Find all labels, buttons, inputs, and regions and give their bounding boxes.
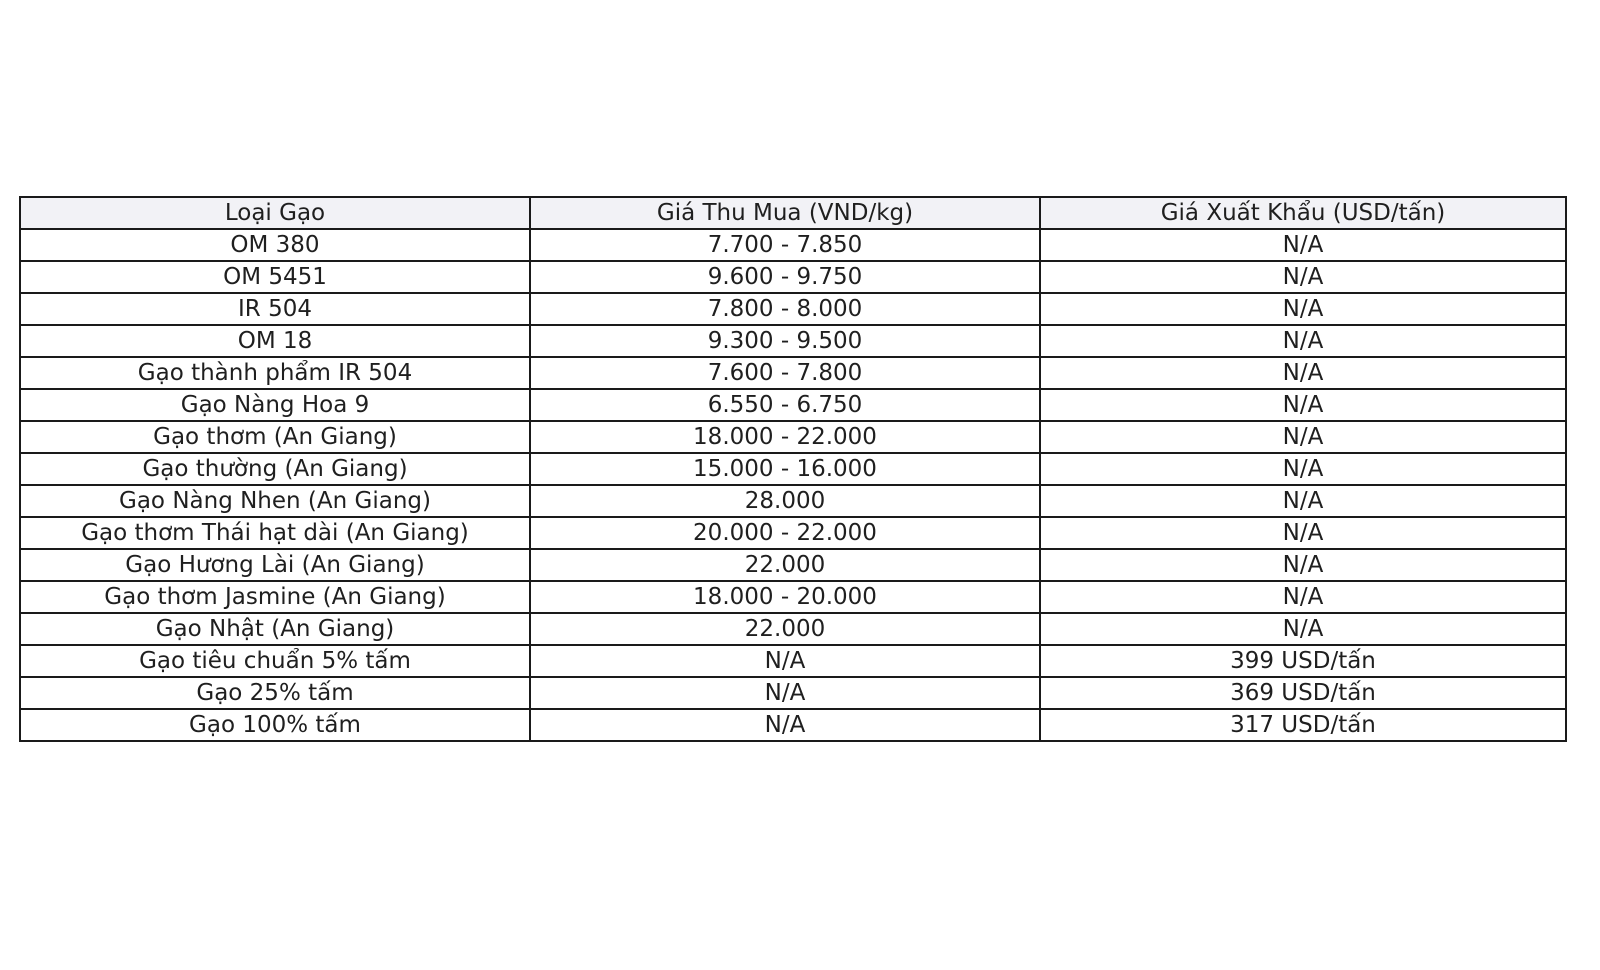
- cell-purchase-price: 15.000 - 16.000: [530, 453, 1040, 485]
- cell-rice-type: OM 18: [20, 325, 530, 357]
- table-row: [20, 421, 1566, 453]
- table-row: [20, 645, 1566, 677]
- cell-rice-type: Gạo thơm (An Giang): [20, 421, 530, 453]
- table-row: [20, 261, 1566, 293]
- cell-rice-type: Gạo thường (An Giang): [20, 453, 530, 485]
- cell-rice-type: Gạo thơm Thái hạt dài (An Giang): [20, 517, 530, 549]
- table-row: [20, 581, 1566, 613]
- cell-purchase-price: 7.600 - 7.800: [530, 357, 1040, 389]
- table-row: [20, 453, 1566, 485]
- cell-export-price: N/A: [1040, 229, 1566, 261]
- cell-export-price: N/A: [1040, 581, 1566, 613]
- table-row: [20, 293, 1566, 325]
- table-header: [20, 197, 1566, 229]
- cell-rice-type: Gạo Hương Lài (An Giang): [20, 549, 530, 581]
- cell-export-price: N/A: [1040, 325, 1566, 357]
- cell-purchase-price: N/A: [530, 709, 1040, 741]
- table-body: [20, 229, 1566, 741]
- cell-export-price: N/A: [1040, 357, 1566, 389]
- rice-price-table-container: [19, 196, 1565, 742]
- table-row: [20, 517, 1566, 549]
- cell-export-price: N/A: [1040, 293, 1566, 325]
- table-row: [20, 677, 1566, 709]
- cell-rice-type: Gạo Nàng Hoa 9: [20, 389, 530, 421]
- cell-rice-type: Gạo tiêu chuẩn 5% tấm: [20, 645, 530, 677]
- cell-rice-type: Gạo thành phẩm IR 504: [20, 357, 530, 389]
- cell-rice-type: Gạo Nàng Nhen (An Giang): [20, 485, 530, 517]
- cell-export-price: N/A: [1040, 485, 1566, 517]
- header-export-price: Giá Xuất Khẩu (USD/tấn): [1040, 197, 1566, 229]
- rice-price-table: [19, 196, 1567, 742]
- table-row: [20, 357, 1566, 389]
- cell-export-price: 317 USD/tấn: [1040, 709, 1566, 741]
- cell-export-price: N/A: [1040, 549, 1566, 581]
- cell-purchase-price: 22.000: [530, 549, 1040, 581]
- cell-purchase-price: 28.000: [530, 485, 1040, 517]
- cell-purchase-price: 18.000 - 20.000: [530, 581, 1040, 613]
- cell-rice-type: IR 504: [20, 293, 530, 325]
- cell-purchase-price: N/A: [530, 677, 1040, 709]
- cell-rice-type: Gạo thơm Jasmine (An Giang): [20, 581, 530, 613]
- cell-export-price: N/A: [1040, 421, 1566, 453]
- cell-purchase-price: 22.000: [530, 613, 1040, 645]
- cell-rice-type: Gạo 25% tấm: [20, 677, 530, 709]
- cell-rice-type: OM 380: [20, 229, 530, 261]
- cell-purchase-price: 7.700 - 7.850: [530, 229, 1040, 261]
- cell-purchase-price: 9.300 - 9.500: [530, 325, 1040, 357]
- cell-purchase-price: 7.800 - 8.000: [530, 293, 1040, 325]
- cell-export-price: 399 USD/tấn: [1040, 645, 1566, 677]
- table-row: [20, 709, 1566, 741]
- header-purchase-price: Giá Thu Mua (VND/kg): [530, 197, 1040, 229]
- table-row: [20, 325, 1566, 357]
- header-row: [20, 197, 1566, 229]
- cell-rice-type: Gạo 100% tấm: [20, 709, 530, 741]
- cell-rice-type: OM 5451: [20, 261, 530, 293]
- table-row: [20, 229, 1566, 261]
- cell-purchase-price: 20.000 - 22.000: [530, 517, 1040, 549]
- cell-export-price: 369 USD/tấn: [1040, 677, 1566, 709]
- table-row: [20, 389, 1566, 421]
- table-row: [20, 613, 1566, 645]
- cell-rice-type: Gạo Nhật (An Giang): [20, 613, 530, 645]
- table-row: [20, 485, 1566, 517]
- cell-export-price: N/A: [1040, 613, 1566, 645]
- header-rice-type: Loại Gạo: [20, 197, 530, 229]
- cell-export-price: N/A: [1040, 517, 1566, 549]
- cell-purchase-price: 9.600 - 9.750: [530, 261, 1040, 293]
- cell-export-price: N/A: [1040, 261, 1566, 293]
- cell-export-price: N/A: [1040, 389, 1566, 421]
- cell-purchase-price: N/A: [530, 645, 1040, 677]
- cell-export-price: N/A: [1040, 453, 1566, 485]
- cell-purchase-price: 18.000 - 22.000: [530, 421, 1040, 453]
- table-row: [20, 549, 1566, 581]
- cell-purchase-price: 6.550 - 6.750: [530, 389, 1040, 421]
